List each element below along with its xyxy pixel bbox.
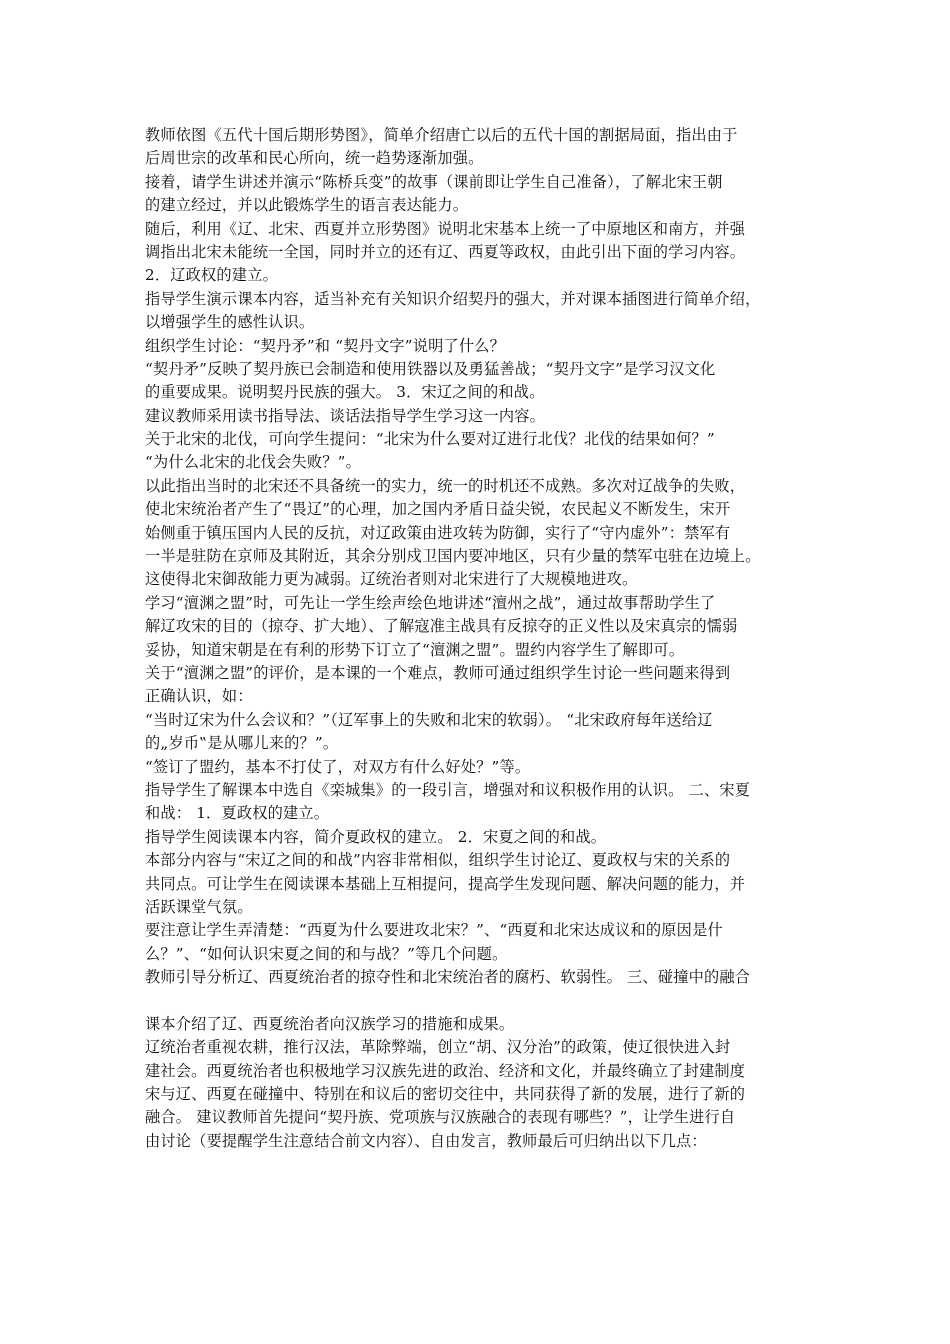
document-body xyxy=(145,124,815,1153)
text-line: “契丹矛”反映了契丹族已会制造和使用铁器以及勇猛善战；“契丹文字”是学习汉文化 xyxy=(145,359,716,378)
text-line: 解辽攻宋的目的（掠夺、扩大地）、了解寇准主战具有反掠夺的正义性以及宋真宗的懦弱 xyxy=(145,617,738,636)
text-line: 学习“澶渊之盟”时，可先让一学生绘声绘色地讲述“澶州之战”，通过故事帮助学生了 xyxy=(145,593,716,612)
document-section-2 xyxy=(145,1013,815,1153)
text-line: 关于北宋的北伐，可向学生提问：“北宋为什么要对辽进行北伐？北伐的结果如何？” xyxy=(145,430,715,449)
text-line: 宋与辽、西夏在碰撞中、特别在和议后的密切交往中，共同获得了新的发展，进行了新的 xyxy=(145,1085,746,1104)
text-line: 妥协，知道宋朝是在有利的形势下订立了“澶渊之盟”。盟约内容学生了解即可。 xyxy=(145,640,685,659)
text-line: 课本介绍了辽、西夏统治者向汉族学习的措施和成果。 xyxy=(145,1014,515,1033)
text-line: 建议教师采用读书指导法、谈话法指导学生学习这一内容。 xyxy=(145,406,546,425)
text-line: 指导学生了解课本中选自《栾城集》的一段引言，增强对和议积极作用的认识。 二、宋夏 xyxy=(145,780,751,799)
text-line: 随后，利用《辽、北宋、西夏并立形势图》说明北宋基本上统一了中原地区和南方，并强 xyxy=(145,219,746,238)
text-line: 由讨论（要提醒学生注意结合前文内容）、自由发言，教师最后可归纳出以下几点： xyxy=(145,1131,707,1150)
text-line: 的„岁币‟是从哪儿来的？”。 xyxy=(145,734,339,753)
text-line: 关于“澶渊之盟”的评价，是本课的一个难点，教师可通过组织学生讨论一些问题来得到 xyxy=(145,663,731,682)
text-line: 么？”、“如何认识宋夏之间的和与战？”等几个问题。 xyxy=(145,944,508,963)
text-line: “签订了盟约，基本不打仗了，对双方有什么好处？”等。 xyxy=(145,757,531,776)
text-line: 辽统治者重视农耕，推行汉法，革除弊端，创立“胡、汉分治”的政策，使辽很快进入封 xyxy=(145,1038,731,1057)
text-line: “当时辽宋为什么会议和？”（辽军事上的失败和北宋的软弱）。 “北宋政府每年送给辽 xyxy=(145,710,713,729)
text-line: “为什么北宋的北伐会失败？”。 xyxy=(145,453,361,472)
text-line: 这使得北宋御敌能力更为减弱。辽统治者则对北宋进行了大规模地进攻。 xyxy=(145,570,638,589)
text-line: 的重要成果。说明契丹民族的强大。 3．宋辽之间的和战。 xyxy=(145,383,545,402)
text-line: 活跃课堂气氛。 xyxy=(145,897,253,916)
section-gap xyxy=(145,989,815,1012)
text-line: 接着，请学生讲述并演示“陈桥兵变”的故事（课前即让学生自己准备），了解北宋王朝 xyxy=(145,172,723,191)
text-line: 调指出北宋未能统一全国，同时并立的还有辽、西夏等政权，由此引出下面的学习内容。 xyxy=(145,242,746,261)
text-line: 2．辽政权的建立。 xyxy=(145,266,278,285)
document-section-1 xyxy=(145,124,815,989)
text-line: 以增强学生的感性认识。 xyxy=(145,313,315,332)
text-line: 共同点。可让学生在阅读课本基础上互相提问，提高学生发现问题、解决问题的能力，并 xyxy=(145,874,746,893)
text-line: 教师引导分析辽、西夏统治者的掠夺性和北宋统治者的腐朽、软弱性。 三、碰撞中的融合 xyxy=(145,968,751,987)
text-line: 正确认识，如： xyxy=(145,687,253,706)
text-line: 的建立经过，并以此锻炼学生的语言表达能力。 xyxy=(145,196,469,215)
text-line: 本部分内容与“宋辽之间的和战”内容非常相似，组织学生讨论辽、夏政权与宋的关系的 xyxy=(145,851,731,870)
text-line: 和战： 1．夏政权的建立。 xyxy=(145,804,330,823)
text-line: 教师依图《五代十国后期形势图》，简单介绍唐亡以后的五代十国的割据局面，指出由于 xyxy=(145,126,738,144)
text-line: 指导学生演示课本内容，适当补充有关知识介绍契丹的强大，并对课本插图进行简单介绍， xyxy=(145,289,761,308)
text-line: 后周世宗的改革和民心所向，统一趋势逐渐加强。 xyxy=(145,149,484,168)
text-line: 使北宋统治者产生了“畏辽”的心理，加之国内矛盾日益尖锐，农民起义不断发生，宋开 xyxy=(145,500,731,519)
text-line: 一半是驻防在京师及其附近，其余分别戍卫国内要冲地区，只有少量的禁军屯驻在边境上。 xyxy=(145,547,761,566)
text-line: 组织学生讨论：“契丹矛”和 “契丹文字”说明了什么？ xyxy=(145,336,506,355)
text-line: 要注意让学生弄清楚：“西夏为什么要进攻北宋？”、“西夏和北宋达成议和的原因是什 xyxy=(145,921,723,940)
text-line: 以此指出当时的北宋还不具备统一的实力，统一的时机还不成熟。多次对辽战争的失败， xyxy=(145,476,746,495)
text-line: 始侧重于镇压国内人民的反抗，对辽政策由进攻转为防御，实行了“守内虚外”：禁军有 xyxy=(145,523,731,542)
text-line: 融合。 建议教师首先提问“契丹族、党项族与汉族融合的表现有哪些？”，让学生进行自 xyxy=(145,1108,736,1127)
text-line: 建社会。西夏统治者也积极地学习汉族先进的政治、经济和文化，并最终确立了封建制度 xyxy=(145,1061,746,1080)
text-line: 指导学生阅读课本内容，简介夏政权的建立。 2．宋夏之间的和战。 xyxy=(145,827,607,846)
